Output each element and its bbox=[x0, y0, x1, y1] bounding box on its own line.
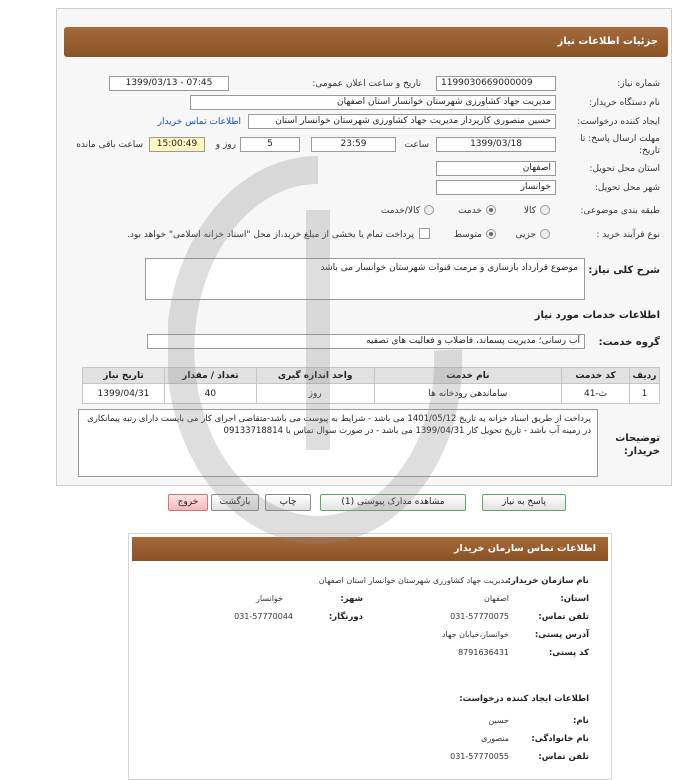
contact-city-label: شهر: bbox=[340, 594, 363, 604]
buyer-notes-field[interactable]: پرداخت از طریق اسناد خزانه به تاریخ 1401/05/12 می باشد - شرایط به پیوست می باشد-متقاضی اجرای کار می بایست دارای رتبه پیمانکاری در زمینه آب باشد - تاریخ تحویل کار 1399/04/31 می باشد - در صورت سوال تماس با 09133718814 bbox=[78, 409, 598, 477]
exit-button[interactable]: خروج bbox=[168, 494, 208, 511]
need-number-field[interactable]: 1199030669000009 bbox=[436, 76, 556, 91]
contact-card-title: اطلاعات تماس سازمان خریدار bbox=[132, 537, 608, 561]
deadline-date-field[interactable]: 1399/03/18 bbox=[436, 137, 556, 152]
process-medium-label: متوسط bbox=[453, 230, 482, 240]
days-and-label: روز و bbox=[215, 140, 236, 150]
contact-phone-value: 031-57770075 bbox=[450, 612, 509, 621]
creator-family-value: منصوری bbox=[481, 734, 509, 743]
col-quantity: تعداد / مقدار bbox=[164, 368, 256, 384]
deadline-date-label: تاریخ: bbox=[639, 146, 660, 156]
service-group-label: گروه خدمت: bbox=[598, 337, 660, 348]
announce-datetime-label: تاریخ و ساعت اعلان عمومی: bbox=[312, 79, 421, 89]
buyer-org-label: نام دستگاه خریدار: bbox=[589, 98, 660, 108]
service-group-field[interactable]: آب رسانی؛ مدیریت پسماند، فاضلاب و فعالیت های تصفیه bbox=[147, 334, 585, 349]
deadline-label: مهلت ارسال پاسخ: تا bbox=[580, 134, 660, 144]
deadline-time-label: ساعت bbox=[404, 140, 429, 150]
creator-field[interactable]: حسین منصوری کارپرداز مدیریت جهاد کشاورزی شهرستان خوانسار استان bbox=[248, 114, 556, 129]
need-number-label: شماره نیاز: bbox=[617, 79, 660, 89]
contact-postal-value: 8791636431 bbox=[458, 648, 509, 657]
services-info-title: اطلاعات خدمات مورد نیاز bbox=[534, 310, 660, 321]
cell-quantity: 40 bbox=[164, 384, 256, 404]
contact-address-value: خوانسار،خیابان جهاد bbox=[441, 630, 509, 639]
time-remaining-field: 15:00:49 bbox=[149, 137, 205, 152]
contact-province-label: استان: bbox=[560, 594, 589, 604]
contact-fax-value: 031-57770044 bbox=[234, 612, 293, 621]
treasury-checkbox[interactable] bbox=[419, 228, 430, 239]
reply-button[interactable]: پاسخ به نیاز bbox=[482, 494, 566, 511]
time-remaining-label: ساعت باقی مانده bbox=[76, 140, 143, 150]
buyer-contact-link[interactable]: اطلاعات تماس خریدار bbox=[157, 117, 241, 127]
print-button[interactable]: چاپ bbox=[265, 494, 311, 511]
announce-datetime-field[interactable]: 1399/03/13 - 07:45 bbox=[109, 76, 229, 91]
contact-phone-label: تلفن تماس: bbox=[538, 612, 589, 622]
services-table bbox=[82, 367, 660, 404]
col-service-name: نام خدمت bbox=[374, 368, 562, 384]
contact-fax-label: دورنگار: bbox=[328, 612, 363, 622]
contact-postal-label: کد پستی: bbox=[548, 648, 589, 658]
cell-unit: روز bbox=[256, 384, 374, 404]
deadline-time-field[interactable]: 23:59 bbox=[311, 137, 396, 152]
days-field[interactable]: 5 bbox=[240, 137, 300, 152]
category-service-label: خدمت bbox=[458, 206, 482, 216]
city-field[interactable]: خوانسار bbox=[436, 180, 556, 195]
creator-info-title: اطلاعات ایجاد کننده درخواست: bbox=[459, 694, 589, 704]
cell-service-name: ساماندهی رودخانه ها bbox=[374, 384, 562, 404]
process-medium-radio[interactable] bbox=[486, 229, 496, 239]
general-desc-label: شرح کلی نیاز: bbox=[588, 265, 660, 276]
creator-phone-label: تلفن تماس: bbox=[538, 752, 589, 762]
back-button[interactable]: بازگشت bbox=[211, 494, 259, 511]
buyer-org-field[interactable]: مدیریت جهاد کشاورزی شهرستان خوانسار استان اصفهان bbox=[190, 95, 556, 110]
cell-row-number: 1 bbox=[630, 384, 660, 404]
cell-service-code: ث-41 bbox=[562, 384, 630, 404]
creator-family-label: نام خانوادگی: bbox=[531, 734, 589, 744]
col-need-date: تاریخ نیاز bbox=[83, 368, 165, 384]
creator-phone-value: 031-57770055 bbox=[450, 752, 509, 761]
province-field[interactable]: اصفهان bbox=[436, 161, 556, 176]
contact-address-label: آدرس پستی: bbox=[534, 630, 589, 640]
city-label: شهر محل تحویل: bbox=[594, 183, 660, 193]
process-minor-radio[interactable] bbox=[540, 229, 550, 239]
col-unit: واحد اندازه گیری bbox=[256, 368, 374, 384]
page-title: جزئیات اطلاعات نیاز bbox=[64, 27, 668, 57]
cell-need-date: 1399/04/31 bbox=[83, 384, 165, 404]
col-row-number: ردیف bbox=[630, 368, 660, 384]
category-goods-radio[interactable] bbox=[540, 205, 550, 215]
creator-name-label: نام: bbox=[572, 716, 589, 726]
category-goods-service-radio[interactable] bbox=[424, 205, 434, 215]
category-goods-label: کالا bbox=[523, 206, 536, 216]
general-desc-field[interactable]: موضوع قرارداد بازسازی و مرمت قنوات شهرستان خوانسار می باشد bbox=[145, 258, 585, 300]
process-type-label: نوع فرآیند خرید : bbox=[596, 230, 660, 240]
contact-province-value: اصفهان bbox=[483, 594, 509, 603]
treasury-note: پرداخت تمام یا بخشی از مبلغ خرید،از محل "اسناد خزانه اسلامی" خواهد بود. bbox=[126, 230, 414, 240]
category-goods-service-label: کالا/خدمت bbox=[380, 206, 420, 216]
table-row bbox=[83, 384, 660, 404]
table-header-row bbox=[83, 368, 660, 384]
view-attachments-button[interactable]: مشاهده مدارک پیوستی (1) bbox=[320, 494, 466, 511]
buyer-notes-label-2: خریدار: bbox=[623, 446, 660, 457]
province-label: استان محل تحویل: bbox=[589, 164, 660, 174]
buyer-notes-label: توضیحات bbox=[615, 433, 660, 444]
contact-org-value: مدیریت جهاد کشاورزی شهرستان خوانسار استان اصفهان bbox=[318, 576, 509, 585]
col-service-code: کد خدمت bbox=[562, 368, 630, 384]
contact-org-label: نام سازمان خریدار: bbox=[507, 576, 589, 586]
process-minor-label: جزیی bbox=[515, 230, 536, 240]
category-label: طبقه بندی موضوعی: bbox=[580, 206, 660, 216]
creator-name-value: حسین bbox=[488, 716, 509, 725]
creator-label: ایجاد کننده درخواست: bbox=[577, 117, 660, 127]
contact-city-value: خوانسار bbox=[256, 594, 283, 603]
category-service-radio[interactable] bbox=[486, 205, 496, 215]
